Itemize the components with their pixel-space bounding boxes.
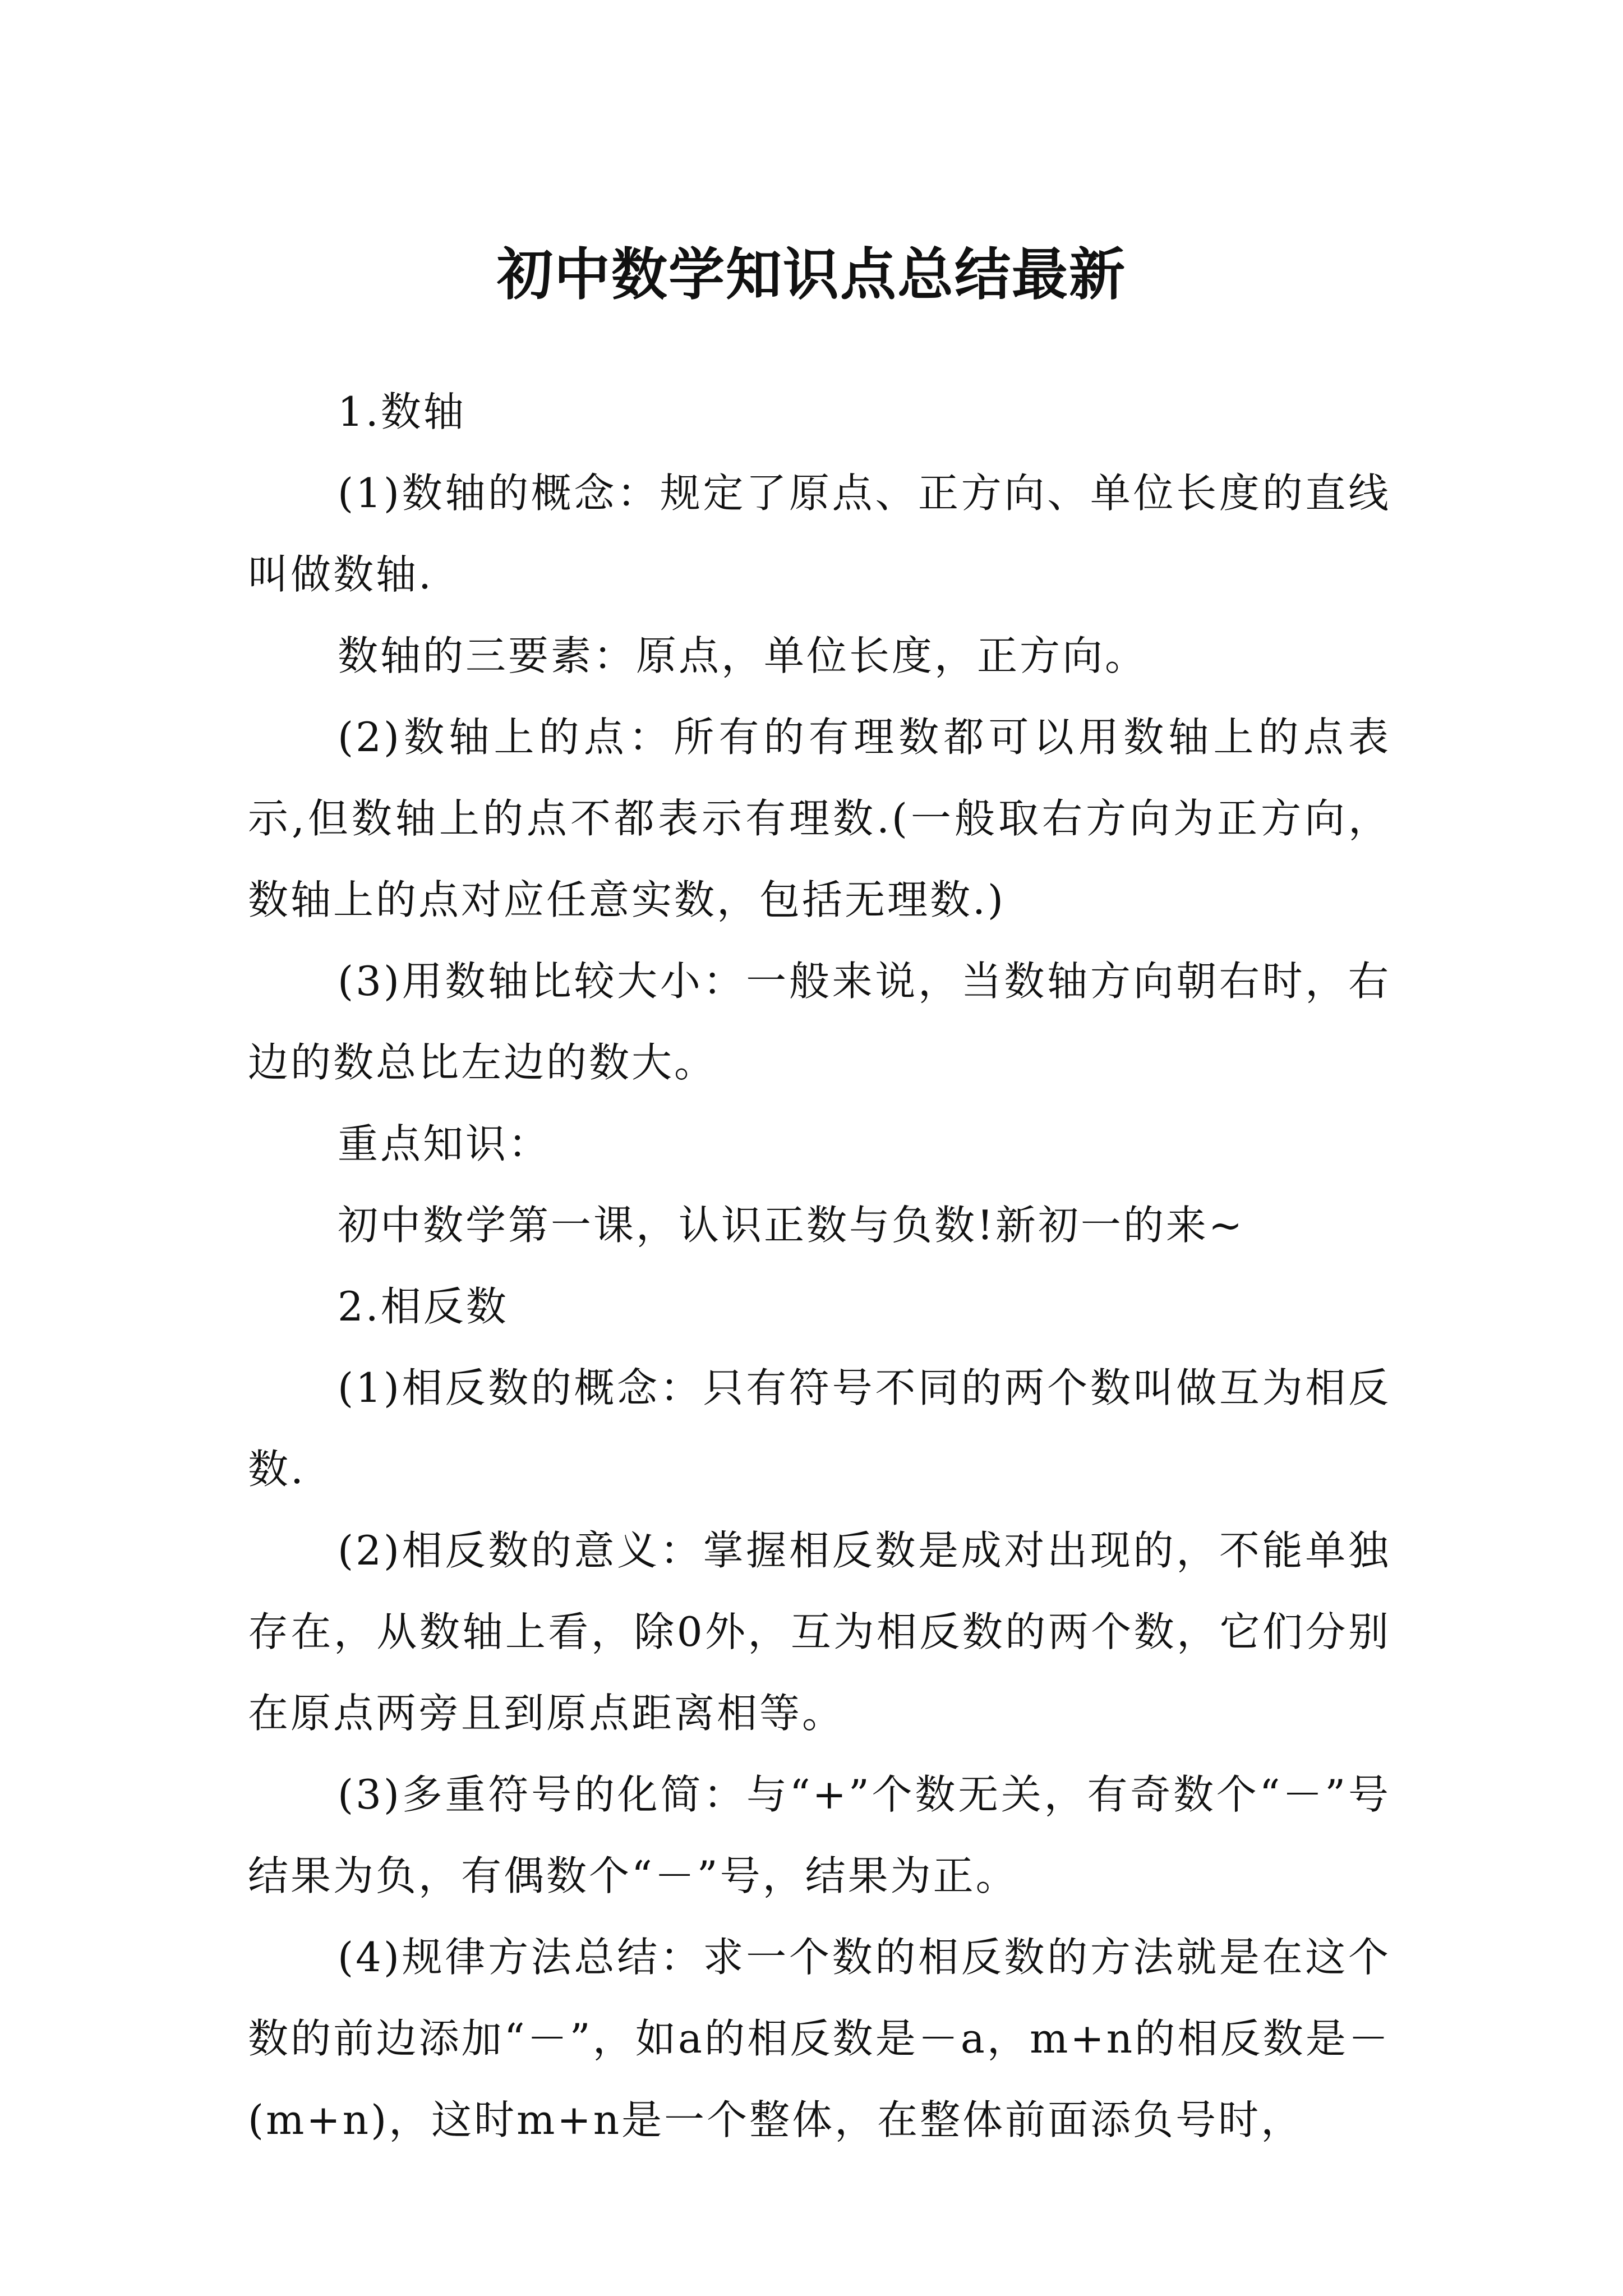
document-body: [248, 371, 1391, 2161]
paragraph-number-line-concept: (1)数轴的概念：规定了原点、正方向、单位长度的直线叫做数轴.: [248, 470, 1391, 598]
paragraph-number-line-elements: 数轴的三要素：原点，单位长度，正方向。: [338, 632, 1148, 679]
paragraph-compare-size: (3)用数轴比较大小：一般来说，当数轴方向朝右时，右边的数总比左边的数大。: [248, 958, 1391, 1086]
paragraph-opposite-concept: (1)相反数的概念：只有符号不同的两个数叫做互为相反数.: [248, 1364, 1391, 1493]
section-heading-number-line: 1.数轴: [338, 388, 466, 435]
paragraph-method-summary: (4)规律方法总结：求一个数的相反数的方法就是在这个数的前边添加“－”，如a的相反数是－a，m+n的相反数是－(m+n)，这时m+n是一个整体，在整体前面添负号时，: [248, 1934, 1391, 2143]
document-title: 初中数学知识点总结最新: [497, 241, 1126, 307]
section-heading-opposite-numbers: 2.相反数: [338, 1283, 509, 1330]
paragraph-opposite-meaning: (2)相反数的意义：掌握相反数是成对出现的，不能单独存在，从数轴上看，除0外，互为相反数的两个数，它们分别在原点两旁且到原点距离相等。: [248, 1527, 1391, 1737]
paragraph-multiple-signs: (3)多重符号的化简：与“+”个数无关，有奇数个“－”号结果为负，有偶数个“－”号，结果为正。: [248, 1771, 1391, 1899]
paragraph-key-knowledge: 重点知识：: [338, 1120, 551, 1167]
paragraph-first-lesson: 初中数学第一课，认识正数与负数!新初一的来~: [338, 1202, 1245, 1249]
paragraph-points-on-number-line: (2)数轴上的点：所有的有理数都可以用数轴上的点表示,但数轴上的点不都表示有理数.(一般取右方向为正方向，数轴上的点对应任意实数，包括无理数.): [248, 714, 1391, 923]
